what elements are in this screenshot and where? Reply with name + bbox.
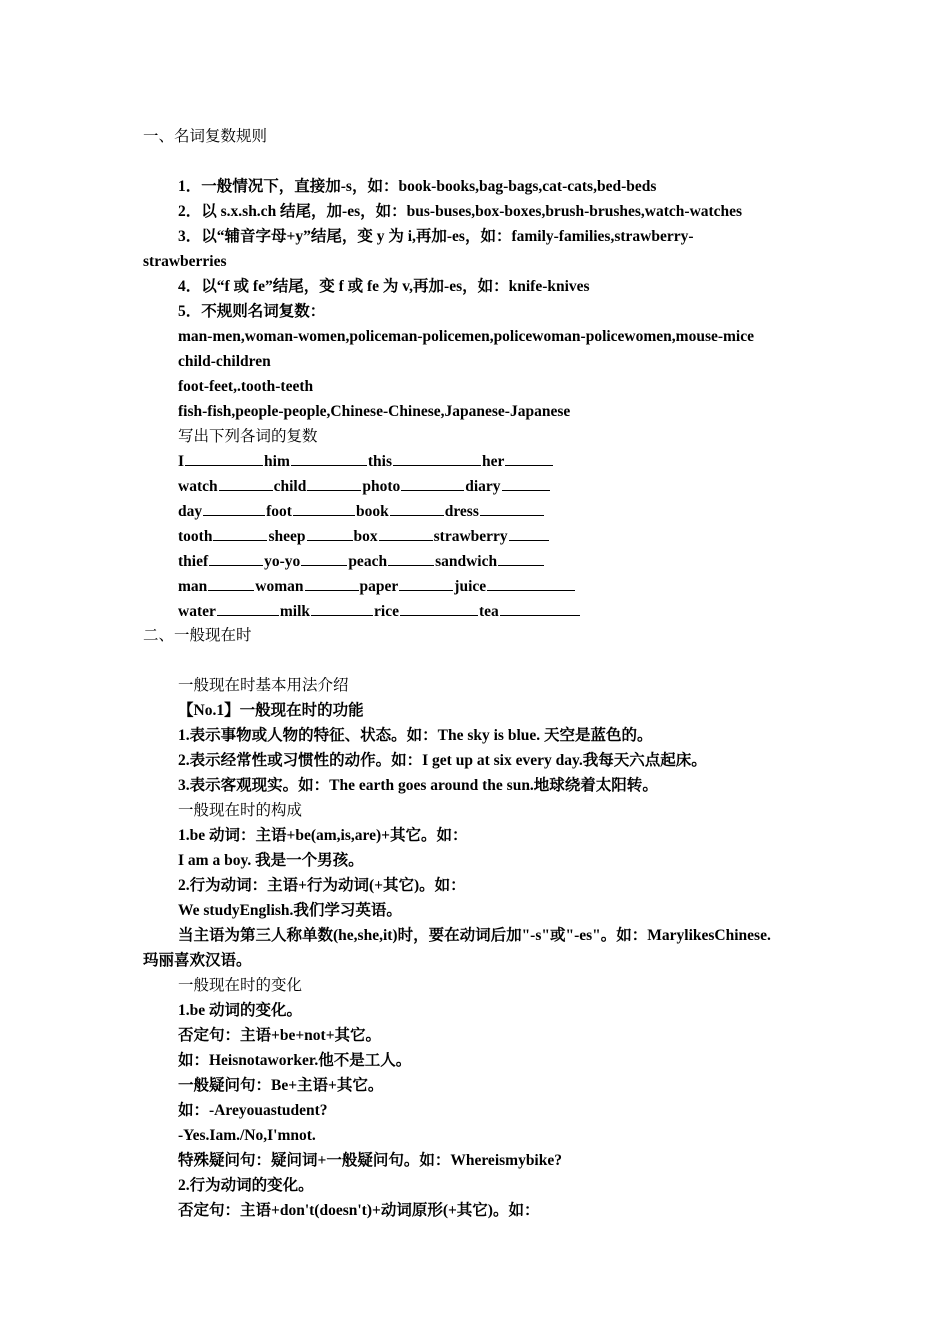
negative-sentence-be: 否定句：主语+be+not+其它。 xyxy=(178,1027,382,1044)
exercise-word: peach xyxy=(348,553,388,570)
general-question-example: 如：-Areyouastudent? xyxy=(178,1102,328,1119)
rule-3-continued: strawberries xyxy=(143,253,227,270)
be-changes: 1.be 动词的变化。 xyxy=(178,1002,303,1019)
exercise-word: sheep xyxy=(268,528,306,545)
exercise-word: rice xyxy=(374,603,399,620)
answer-blank[interactable] xyxy=(311,602,373,616)
exercise-word: day xyxy=(178,503,203,520)
general-question-answer: -Yes.Iam./No,I'mnot. xyxy=(178,1127,316,1144)
answer-blank[interactable] xyxy=(393,452,481,466)
special-question: 特殊疑问句：疑问词+一般疑问句。如：Whereismybike? xyxy=(178,1152,562,1169)
answer-blank[interactable] xyxy=(208,577,254,591)
answer-blank[interactable] xyxy=(500,602,580,616)
exercise-word: this xyxy=(367,453,393,470)
exercise-word: woman xyxy=(255,578,304,595)
answer-blank[interactable] xyxy=(401,477,464,491)
answer-blank[interactable] xyxy=(498,552,544,566)
exercise-word: him xyxy=(264,453,290,470)
rule-5: 5．不规则名词复数： xyxy=(178,303,326,320)
exercise-word: book xyxy=(355,503,389,520)
answer-blank[interactable] xyxy=(388,552,434,566)
exercise-word: thief xyxy=(178,553,209,570)
exercise-row xyxy=(178,527,550,547)
answer-blank[interactable] xyxy=(502,477,550,491)
no1-function-heading: 【No.1】一般现在时的功能 xyxy=(178,702,364,719)
answer-blank[interactable] xyxy=(400,602,478,616)
irregular-line-1: man-men,woman-women,policeman-policemen,policewoman-policewomen,mouse-mice xyxy=(178,328,754,345)
exercise-word: child xyxy=(273,478,307,495)
exercise-word: sandwich xyxy=(435,553,498,570)
answer-blank[interactable] xyxy=(487,577,575,591)
structure-action-example: We studyEnglish.我们学习英语。 xyxy=(178,902,402,919)
exercise-word: water xyxy=(178,603,216,620)
section-heading-simple-present: 二、一般现在时 xyxy=(143,627,252,644)
exercise-row xyxy=(178,477,551,497)
general-question-be: 一般疑问句：Be+主语+其它。 xyxy=(178,1077,384,1094)
structure-be-example: I am a boy. 我是一个男孩。 xyxy=(178,852,364,869)
structure-heading: 一般现在时的构成 xyxy=(178,802,303,819)
function-1: 1.表示事物或人物的特征、状态。如：The sky is blue. 天空是蓝色的。 xyxy=(178,727,653,744)
irregular-line-4: fish-fish,people-people,Chinese-Chinese,Japanese-Japanese xyxy=(178,403,571,420)
exercise-row xyxy=(178,577,576,597)
changes-heading: 一般现在时的变化 xyxy=(178,977,303,994)
exercise-row xyxy=(178,452,554,472)
negative-sentence-action: 否定句：主语+don't(doesn't)+动词原形(+其它)。如： xyxy=(178,1202,540,1219)
rule-3-text: 3．以“辅音字母+y”结尾，变 y 为 i,再加-es，如：family-families,strawberry- xyxy=(178,228,694,245)
answer-blank[interactable] xyxy=(301,552,347,566)
structure-be: 1.be 动词：主语+be(am,is,are)+其它。如： xyxy=(178,827,468,844)
exercise-title: 写出下列各词的复数 xyxy=(178,428,318,445)
answer-blank[interactable] xyxy=(185,452,263,466)
answer-blank[interactable] xyxy=(379,527,433,541)
structure-action-verb: 2.行为动词：主语+行为动词(+其它)。如： xyxy=(178,877,466,894)
answer-blank[interactable] xyxy=(307,527,353,541)
rule-1: 1．一般情况下，直接加-s，如：book-books,bag-bags,cat-cats,bed-beds xyxy=(178,178,657,195)
exercise-word: I xyxy=(178,453,185,470)
action-verb-changes: 2.行为动词的变化。 xyxy=(178,1177,314,1194)
third-person-rule-continued: 玛丽喜欢汉语。 xyxy=(143,952,252,969)
answer-blank[interactable] xyxy=(203,502,265,516)
exercise-row xyxy=(178,502,545,522)
exercise-word: juice xyxy=(454,578,487,595)
exercise-word: diary xyxy=(465,478,501,495)
exercise-word: strawberry xyxy=(433,528,508,545)
answer-blank[interactable] xyxy=(505,452,553,466)
function-2: 2.表示经常性或习惯性的动作。如：I get up at six every day.我每天六点起床。 xyxy=(178,752,707,769)
exercise-word: her xyxy=(482,453,505,470)
answer-blank[interactable] xyxy=(293,502,355,516)
answer-blank[interactable] xyxy=(305,577,359,591)
third-person-rule: 当主语为第三人称单数(he,she,it)时，要在动词后加"-s"或"-es"。如：MarylikesChinese. xyxy=(178,927,771,944)
irregular-line-3: foot-feet,.tooth-teeth xyxy=(178,378,314,395)
exercise-word: man xyxy=(178,578,208,595)
answer-blank[interactable] xyxy=(390,502,444,516)
section-heading-plural-rules: 一、名词复数规则 xyxy=(143,128,268,145)
simple-present-intro: 一般现在时基本用法介绍 xyxy=(178,677,349,694)
exercise-word: photo xyxy=(362,478,401,495)
irregular-line-2: child-children xyxy=(178,353,271,370)
exercise-word: dress xyxy=(444,503,479,520)
function-3: 3.表示客观现实。如：The earth goes around the sun.地球绕着太阳转。 xyxy=(178,777,658,794)
exercise-word: tea xyxy=(478,603,499,620)
exercise-word: tooth xyxy=(178,528,213,545)
rule-3 xyxy=(178,227,806,247)
answer-blank[interactable] xyxy=(307,477,361,491)
answer-blank[interactable] xyxy=(399,577,453,591)
exercise-word: watch xyxy=(178,478,218,495)
exercise-row xyxy=(178,552,545,572)
answer-blank[interactable] xyxy=(213,527,267,541)
exercise-word: paper xyxy=(359,578,399,595)
rule-4: 4．以“f 或 fe”结尾，变 f 或 fe 为 v,再加-es，如：knife-knives xyxy=(178,278,590,295)
exercise-row xyxy=(178,602,581,622)
answer-blank[interactable] xyxy=(209,552,263,566)
answer-blank[interactable] xyxy=(219,477,273,491)
exercise-word: milk xyxy=(279,603,311,620)
answer-blank[interactable] xyxy=(291,452,367,466)
rule-2: 2．以 s.x.sh.ch 结尾，加-es，如：bus-buses,box-boxes,brush-brushes,watch-watches xyxy=(178,203,743,220)
exercise-word: yo-yo xyxy=(264,553,301,570)
answer-blank[interactable] xyxy=(509,527,549,541)
answer-blank[interactable] xyxy=(480,502,544,516)
exercise-word: foot xyxy=(266,503,292,520)
answer-blank[interactable] xyxy=(217,602,279,616)
exercise-word: box xyxy=(353,528,378,545)
negative-example-be: 如：Heisnotaworker.他不是工人。 xyxy=(178,1052,412,1069)
